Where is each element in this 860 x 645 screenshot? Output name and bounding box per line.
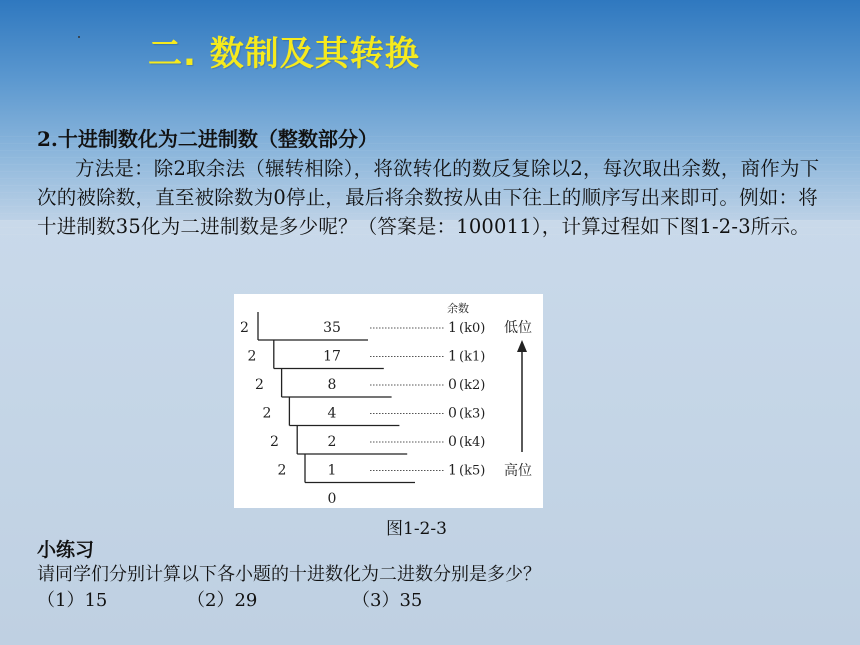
exercise-item: （2）29 [187, 590, 258, 611]
figure-caption: 图1-2-3 [386, 519, 447, 539]
high-bit-label: 高位 [504, 463, 532, 479]
section-heading: 2.十进制数化为二进制数（整数部分） [37, 127, 378, 151]
remainder-k: (k2) [459, 378, 486, 393]
divisor-label: 2 [247, 348, 257, 365]
slide-title: 二. 数制及其转换 [148, 34, 420, 74]
remainder-k: (k3) [459, 406, 486, 422]
divisor-label: 2 [240, 320, 249, 336]
quotient-value: 2 [327, 434, 337, 450]
dot-mark [78, 36, 80, 38]
section-body: 方法是：除2取余法（辗转相除），将欲转化的数反复除以2，每次取出余数，商作为下次的被除数，直至被除数为0停止，最后将余数按从由下往上的顺序写出来即可。例如：将十进制数35化为二进制数是多少呢？（答案是：100011），计算过程如下图1-2-3所示。 [37, 157, 820, 238]
remainder-header: 余数 [447, 302, 469, 315]
direction-arrow-head [517, 340, 527, 352]
divisor-label: 2 [270, 434, 279, 450]
exercise-items [37, 588, 541, 614]
remainder-k: (k5) [459, 463, 486, 479]
divisor-label: 2 [255, 377, 264, 393]
section-content [37, 125, 827, 241]
quotient-value: 1 [327, 462, 337, 479]
quotient-value: 4 [327, 405, 337, 422]
exercise-title: 小练习 [37, 539, 95, 561]
exercise-section [37, 538, 541, 614]
final-quotient: 0 [327, 491, 337, 507]
quotient-value: 17 [323, 348, 341, 365]
exercise-question: 请同学们分别计算以下各小题的十进数化为二进数分别是多少？ [37, 564, 541, 585]
divisor-label: 2 [277, 462, 287, 479]
divisor-label: 2 [262, 405, 272, 422]
remainder-value: 0 [448, 405, 457, 422]
division-diagram [234, 294, 543, 508]
remainder-value: 0 [448, 434, 457, 450]
quotient-value: 35 [323, 320, 341, 336]
low-bit-label: 低位 [504, 320, 532, 336]
quotient-value: 8 [327, 377, 337, 393]
remainder-value: 1 [448, 348, 457, 365]
division-figure [234, 294, 543, 508]
remainder-k: (k4) [459, 435, 486, 450]
remainder-value: 1 [448, 462, 457, 479]
exercise-item: （3）35 [352, 590, 423, 611]
remainder-k: (k0) [459, 321, 486, 336]
exercise-item: （1）15 [37, 590, 108, 611]
remainder-k: (k1) [459, 349, 486, 365]
remainder-value: 1 [448, 320, 457, 336]
remainder-value: 0 [448, 377, 457, 393]
